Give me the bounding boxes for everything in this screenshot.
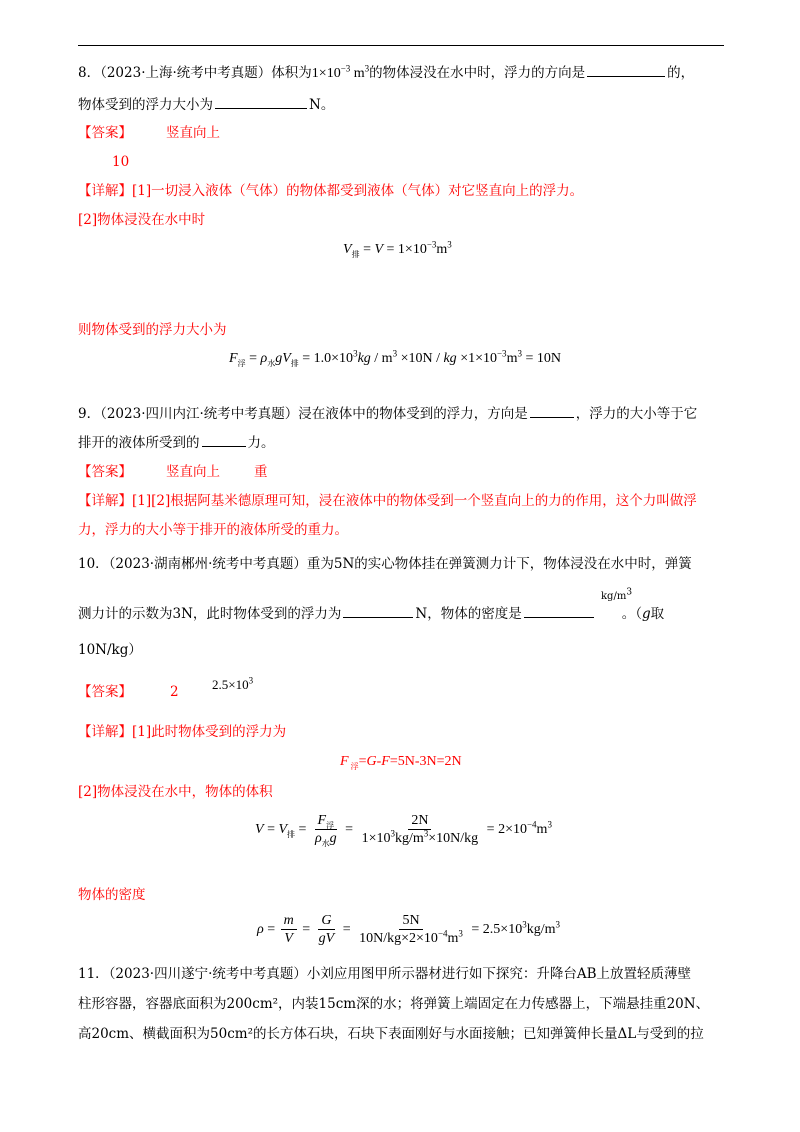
answer-blank[interactable]: [343, 603, 413, 618]
q8-stem-line2: [78, 94, 334, 115]
stem-text: 测力计的示数为3N，此时物体受到的浮力为: [78, 606, 342, 622]
q8-answer2: [112, 152, 129, 172]
detail-text: 则物体受到的浮力大小为: [78, 322, 227, 338]
g-symbol: g: [641, 606, 651, 622]
answer-value: 竖直向上: [166, 464, 220, 480]
detail-text: 力，浮力的大小等于排开的液体所受的重力。: [78, 522, 348, 538]
q8-detail1: [78, 181, 583, 201]
q9-stem-line2: [78, 432, 275, 453]
detail-text: [2]物体浸没在水中时: [78, 212, 206, 228]
answer-label: 【答案】: [78, 464, 132, 480]
q9-answer: [78, 462, 268, 482]
stem-text: 10N/kg）: [78, 642, 142, 658]
q10-stem-line3: [78, 640, 142, 660]
answer-label: 【答案】: [78, 684, 132, 700]
stem-text: 的，: [667, 65, 695, 81]
question-number: 10．: [78, 556, 109, 572]
question-source: （2023·四川遂宁·统考中考真题）: [108, 966, 307, 982]
stem-text: 浸在液体中的物体受到的浮力，方向是: [298, 406, 528, 422]
volume-value: $1\times 10^{-3}$ $m^3$: [311, 63, 370, 81]
answer-blank[interactable]: [530, 403, 574, 418]
q10-formula1: F $_浮$=G-F=5N-3N=2N: [340, 754, 462, 771]
question-number: 8．: [78, 65, 101, 81]
q9-detail2: [78, 520, 348, 540]
q10-stem-line2: [78, 603, 664, 624]
q8-stem-line1: [78, 62, 694, 84]
q10-answer: [78, 682, 179, 702]
stem-text: 取: [650, 606, 665, 622]
q8-formula1: $V_排 = V = 1\times 10^{-3}m^3$: [343, 239, 452, 259]
answer-value: 竖直向上: [166, 125, 220, 141]
stem-text: 物体受到的浮力大小为: [78, 97, 213, 113]
q11-line1: [78, 964, 691, 984]
question-source: （2023·四川内江·统考中考真题）: [100, 406, 299, 422]
answer-blank[interactable]: [524, 603, 594, 618]
detail-text: [2]物体浸没在水中，物体的体积: [78, 784, 273, 800]
stem-text: 力。: [247, 435, 275, 451]
q10-formula2: $V = V_排$ = $\frac{F_浮}{\rho_水g}$ = $\frac{2N}{1\times 10^3kg/m^3\times 10N/kg}$ = $2\times 10^{-4}m^3$: [255, 813, 552, 849]
q10-detail1: [78, 722, 286, 742]
q10-stem-line1: [78, 554, 692, 574]
q8-detail2: [78, 210, 205, 230]
q11-line2: [78, 994, 709, 1014]
stem-text: 小刘应用图甲所示器材进行如下探究：升降台AB上放置轻质薄壁: [306, 966, 692, 982]
answer-value: 重: [254, 464, 268, 480]
answer-blank[interactable]: [587, 62, 665, 77]
stem-text: 排开的液体所受到的: [78, 435, 200, 451]
detail-label: 【详解】: [78, 493, 132, 509]
answer-blank[interactable]: [215, 94, 307, 109]
detail-text: [1]此时物体受到的浮力为: [132, 724, 287, 740]
q10-density-unit: kg/m3: [601, 587, 633, 602]
question-source: （2023·上海·统考中考真题）: [100, 65, 272, 81]
top-rule: [78, 45, 724, 46]
stem-text: N，物体的密度是: [415, 606, 522, 622]
detail-text: 物体的密度: [78, 887, 146, 903]
q10-formula3: ρ = $\frac{m}{V}$ = $\frac{G}{gV}$ = $\frac{5N}{10N/kg\times 2\times 10^{-4}m^3}$ = $2.5\times 10^3kg/m^3$: [257, 913, 560, 947]
q9-detail1: [78, 491, 697, 511]
stem-text: 。（: [621, 606, 642, 622]
question-source: （2023·湖南郴州·统考中考真题）: [108, 556, 307, 572]
question-number: 11．: [78, 966, 109, 982]
q8-detail3: [78, 320, 227, 340]
stem-text: N。: [309, 97, 335, 113]
answer-value: 2: [170, 684, 179, 700]
stem-text: ，浮力的大小等于它: [575, 406, 698, 422]
stem-text: 体积为: [271, 65, 312, 81]
stem-text: 重为5N的实心物体挂在弹簧测力计下，物体浸没在水中时，弹簧: [306, 556, 692, 572]
detail-text: [1][2]根据阿基米德原理可知，浸在液体中的物体受到一个竖直向上的力的作用，这个力叫做浮: [132, 493, 697, 509]
stem-text: 柱形容器，容器底面积为200cm²，内装15cm深的水；将弹簧上端固定在力传感器上，下端悬挂重20N、: [78, 996, 710, 1012]
q10-answer2: $2.5\times 10^3$: [212, 675, 254, 692]
q10-detail2: [78, 782, 273, 802]
detail-label: 【详解】: [78, 183, 132, 199]
q10-detail3: [78, 885, 146, 905]
answer-value: 10: [112, 154, 130, 170]
stem-text: 高20cm、横截面积为50cm²的长方体石块，石块下表面刚好与水面接触；已知弹簧伸长量ΔL与受到的拉: [78, 1026, 704, 1042]
answer-blank[interactable]: [202, 432, 246, 447]
detail-label: 【详解】: [78, 724, 132, 740]
q11-line3: [78, 1024, 704, 1044]
q9-stem-line1: [78, 403, 697, 424]
q8-formula2: $F_浮 = \rho_水gV_排 = 1.0\times 10^3kg / m^3 \times 10N$ / kg $\times 1\times 10^{-3}m^3 = 10N$: [229, 348, 561, 368]
detail-text: [1]一切浸入液体（气体）的物体都受到液体（气体）对它竖直向上的浮力。: [132, 183, 584, 199]
question-number: 9．: [78, 406, 101, 422]
answer-label: 【答案】: [78, 125, 132, 141]
q8-answer: [78, 123, 220, 143]
stem-text: 的物体浸没在水中时，浮力的方向是: [369, 65, 586, 81]
